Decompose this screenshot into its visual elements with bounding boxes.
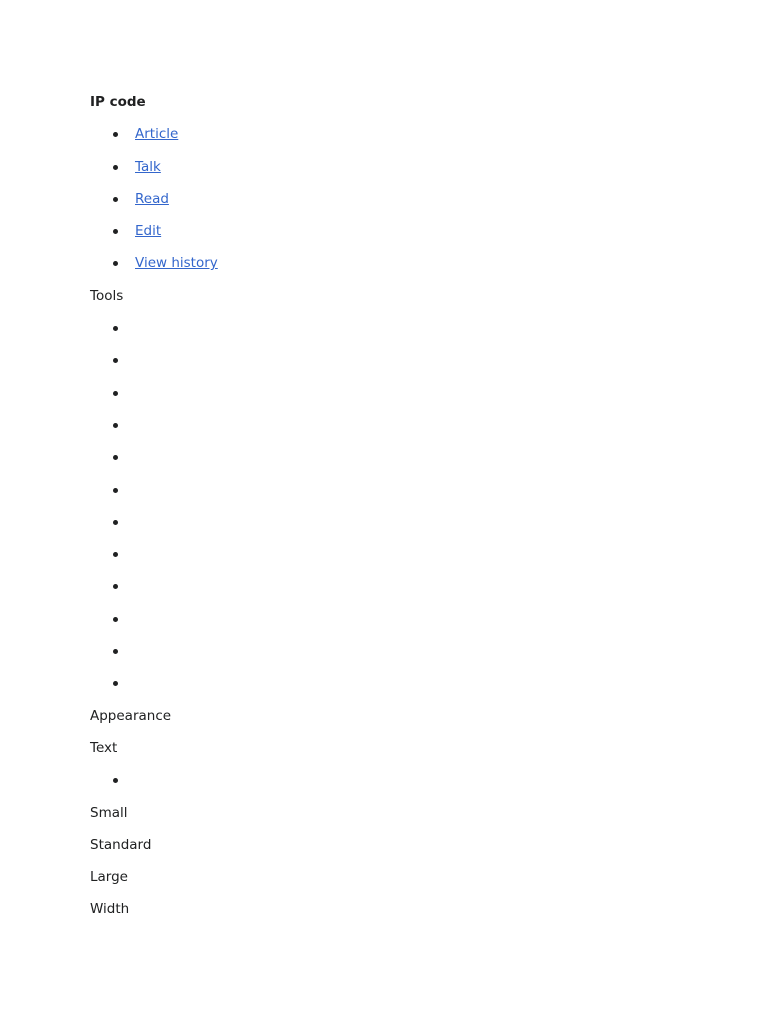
list-item	[90, 124, 690, 156]
tools-item	[90, 383, 690, 415]
list-item	[90, 253, 690, 285]
tools-item	[90, 641, 690, 673]
nav-link-read[interactable]: Read	[135, 190, 169, 207]
text-size-item	[90, 770, 690, 802]
nav-link-article[interactable]: Article	[135, 126, 179, 143]
tools-item	[90, 609, 690, 641]
tools-label: Tools	[90, 287, 124, 304]
tools-item	[90, 318, 690, 350]
tools-item	[90, 512, 690, 544]
appearance-label: Appearance	[90, 707, 172, 724]
list-item	[90, 157, 690, 189]
list-item	[90, 189, 690, 221]
text-size-label: Text	[90, 739, 118, 756]
nav-link-view-history[interactable]: View history	[135, 255, 218, 272]
tools-item	[90, 350, 690, 382]
text-size-option-standard[interactable]: Standard	[90, 836, 152, 853]
tools-list	[90, 318, 690, 706]
text-size-option-small[interactable]: Small	[90, 804, 128, 821]
text-size-list	[90, 770, 690, 802]
page-content	[90, 92, 690, 932]
nav-link-edit[interactable]: Edit	[135, 223, 162, 240]
width-label: Width	[90, 901, 130, 918]
page-title: IP code	[90, 94, 146, 110]
tools-item	[90, 673, 690, 705]
tools-item	[90, 415, 690, 447]
tools-item	[90, 544, 690, 576]
text-size-option-large[interactable]: Large	[90, 869, 128, 886]
list-item	[90, 221, 690, 253]
nav-links-list	[90, 124, 690, 285]
tools-item	[90, 447, 690, 479]
nav-link-talk[interactable]: Talk	[135, 158, 161, 175]
tools-item	[90, 576, 690, 608]
tools-item	[90, 480, 690, 512]
